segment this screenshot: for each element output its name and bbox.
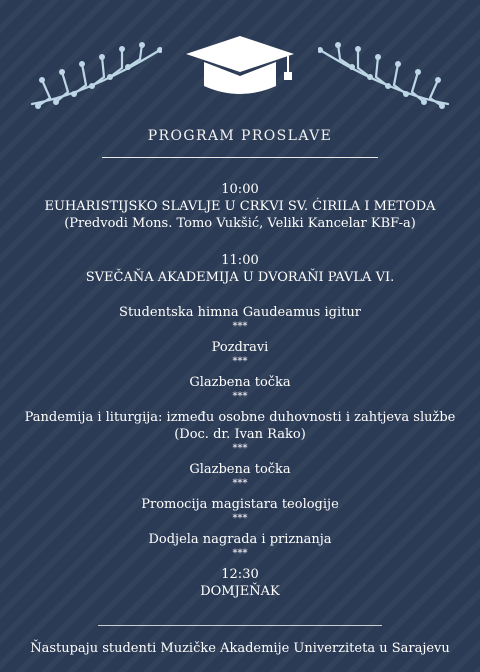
program-item: Glazbena točka: [189, 462, 291, 477]
program-item: Pandemija i liturgija: između osobne duhovnosti i zahtjeva službe: [24, 410, 456, 425]
separator: ***: [232, 478, 248, 489]
laurel-branch-icon: [318, 42, 452, 110]
graduation-cap-icon: [184, 36, 296, 100]
divider: [98, 625, 382, 626]
program-item: Dodjela nagrada i priznanja: [148, 532, 332, 547]
event-title: DOMJEŇAK: [200, 584, 280, 599]
event-title: EUHARISTIJSKO SLAVLJE U CRKVI SV. ĆIRILA I METODA: [44, 199, 436, 214]
program-item: Glazbena točka: [189, 375, 291, 390]
program-part-2: [0, 252, 480, 286]
program-part-1: [0, 181, 480, 232]
laurel-branch-icon: [28, 42, 162, 110]
separator: ***: [232, 391, 248, 402]
program-item: Promocija magistara teologije: [141, 497, 339, 512]
time-label: 11:00: [221, 253, 259, 268]
page-title: PROGRAM PROSLAVE: [147, 128, 333, 144]
divider: [102, 157, 378, 158]
footer-note: Ňastupaju studenti Muzičke Akademije Univerziteta u Sarajevu: [30, 641, 450, 656]
separator: ***: [232, 513, 248, 524]
separator: ***: [232, 356, 248, 367]
program-item-note: (Doc. dr. Ivan Rako): [174, 427, 306, 442]
separator: ***: [232, 548, 248, 559]
program-item: Studentska himna Gaudeamus igitur: [119, 305, 361, 320]
header-ornament: [0, 36, 480, 126]
time-label: 10:00: [221, 182, 259, 197]
separator: ***: [232, 321, 248, 332]
event-title: SVEČAŇA AKADEMIJA U DVORAŇI PAVLA VI.: [85, 270, 395, 285]
program-list: [0, 304, 480, 600]
separator: ***: [232, 443, 248, 454]
time-label: 12:30: [221, 567, 259, 582]
program-item: Pozdravi: [211, 340, 269, 355]
event-note: (Predvodi Mons. Tomo Vukšić, Veliki Kancelar KBF-a): [64, 216, 416, 231]
